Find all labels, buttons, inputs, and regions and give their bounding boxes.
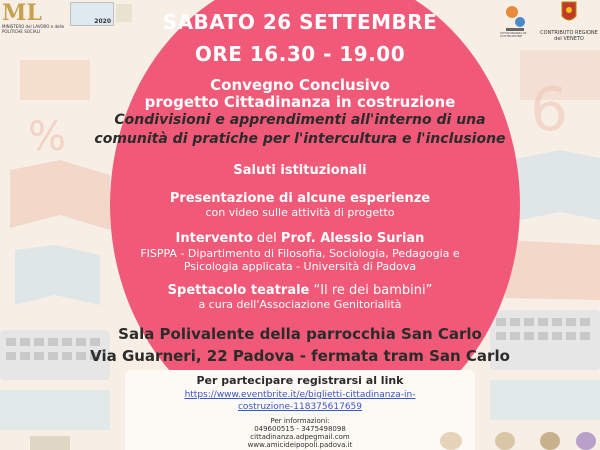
program-item-2-bold1: Intervento	[175, 231, 253, 246]
registration-label: Per partecipare registrarsi al link	[196, 374, 404, 387]
registration-link-2[interactable]: costruzione-118375617659	[237, 402, 362, 412]
greetings: Saluti istituzionali	[233, 163, 367, 178]
contacts-phones: 049600515 - 3475498098	[254, 425, 346, 433]
location-line-2: Via Guarneri, 22 Padova - fermata tram San Carlo	[90, 347, 510, 365]
program-item-3-title	[0, 283, 600, 298]
event-title: Convegno Conclusivo	[210, 76, 390, 94]
contacts-web[interactable]: www.amicideipopoli.padova.it	[247, 441, 353, 449]
program-item-1-title: Presentazione di alcune esperienze	[169, 191, 431, 206]
program-item-3-bold: Spettacolo teatrale	[167, 283, 310, 298]
project-badge: CITTADINANZA IN COSTRUZIONE	[500, 31, 527, 38]
program-item-3-rest: “Il re dei bambini”	[309, 283, 433, 298]
bottom-logo-right-1	[440, 432, 462, 450]
program-item-3-desc: a cura dell'Associazione Genitorialità	[198, 298, 402, 311]
bottom-logo-right-2	[495, 432, 515, 450]
ministry-name: MINISTERO del LAVORO e delle POLITICHE SOCIALI	[2, 24, 65, 34]
contacts-email[interactable]: cittadinanza.adpegmail.com	[250, 433, 350, 441]
location-line-1: Sala Polivalente della parrocchia San Carlo	[118, 325, 482, 343]
program-item-2-title	[0, 231, 600, 246]
svg-text:6: 6	[530, 75, 569, 145]
registration-link-1[interactable]: https://www.eventbrite.it/e/biglietti-cittadinanza-in-	[184, 390, 416, 400]
program-item-2-desc-2: Psicologia applicata - Università di Padova	[183, 260, 417, 273]
program-item-2-mid: del	[252, 231, 281, 246]
program-item-1-desc: con video sulle attività di progetto	[205, 206, 395, 219]
event-subtitle-2: comunità di pratiche per l'intercultura e l'inclusione	[94, 131, 506, 147]
bottom-logo-right-3	[540, 432, 560, 450]
event-time: ORE 16.30 - 19.00	[194, 42, 406, 66]
event-subtitle-1: Condivisioni e apprendimenti all'interno di una	[114, 112, 486, 128]
program-year: 2020	[94, 18, 111, 25]
ministry-mark: ML	[2, 0, 42, 26]
event-date: SABATO 26 SETTEMBRE	[162, 10, 438, 34]
bottom-logo-left	[30, 436, 70, 450]
region-label: CONTRIBUTO REGIONE del VENETO	[540, 30, 598, 42]
contacts-label: Per informazioni:	[270, 417, 330, 425]
event-title-project: progetto Cittadinanza in costruzione	[144, 93, 456, 111]
svg-text:%: %	[28, 114, 67, 160]
program-item-2-bold2: Prof. Alessio Surian	[280, 231, 425, 246]
program-item-2-desc-1: FISPPA - Dipartimento di Filosofia, Sociologia, Pedagogia e	[140, 247, 460, 260]
bottom-logo-right-4	[576, 432, 596, 450]
